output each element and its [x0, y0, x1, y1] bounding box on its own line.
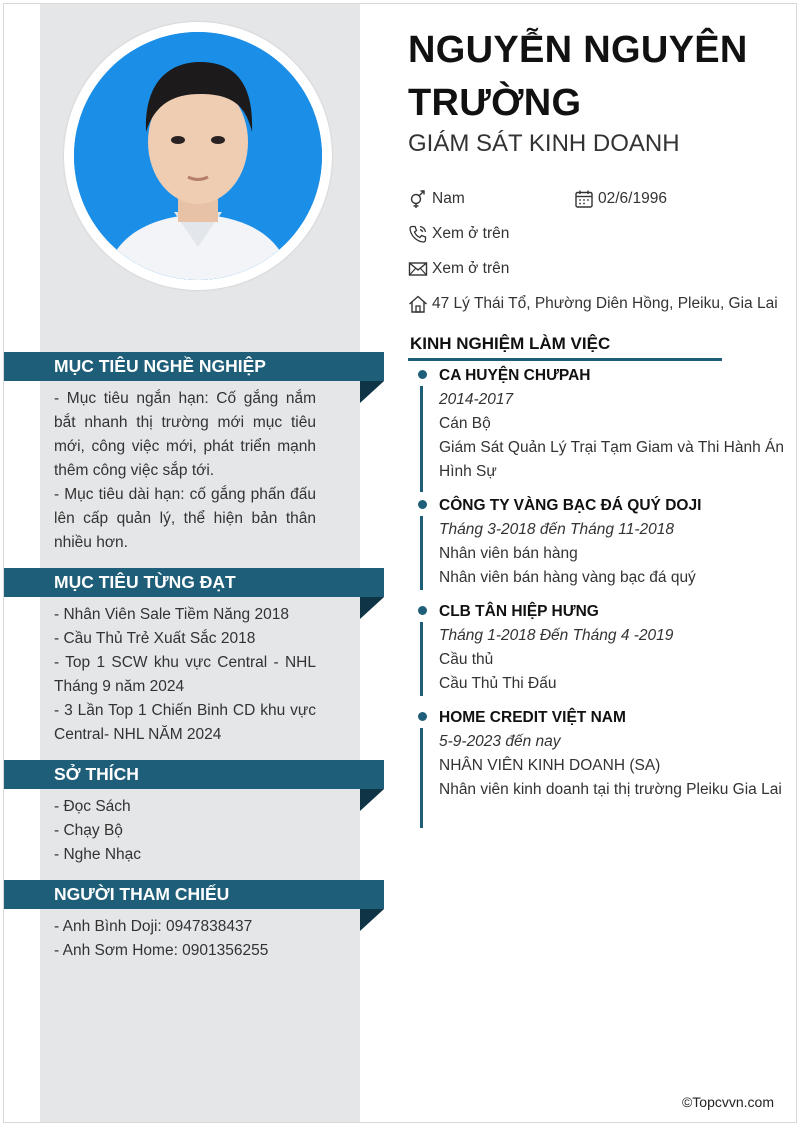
- references-text: [54, 915, 316, 963]
- experience-position: Cán Bộ: [439, 415, 491, 432]
- timeline-bar: [420, 622, 423, 696]
- experience-period: 2014-2017: [439, 391, 514, 408]
- phone-icon: [408, 224, 428, 244]
- ribbon-fold-icon: [360, 909, 384, 931]
- job-title: GIÁM SÁT KINH DOANH: [408, 130, 680, 157]
- candidate-name: NGUYỄN NGUYÊN TRƯỜNG: [408, 29, 748, 124]
- timeline-bar: [420, 386, 423, 492]
- cv-page: [3, 3, 797, 1123]
- copyright-text[interactable]: ©Topcvvn.com: [681, 1094, 774, 1110]
- birthday-info: [574, 189, 667, 209]
- objective-line: - Mục tiêu dài hạn: cố gắng phấn đấu lên cấp quản lý, thể hiện bản thân nhiều hơn.: [54, 486, 316, 551]
- timeline-dot: [418, 606, 427, 615]
- email-info: [408, 259, 509, 279]
- section-references-title: NGƯỜI THAM CHIẾU: [4, 880, 384, 909]
- birthday-value: 02/6/1996: [598, 190, 667, 207]
- address-value: 47 Lý Thái Tổ, Phường Diên Hồng, Pleiku, Gia Lai: [432, 295, 778, 312]
- achievement-line: - Cầu Thủ Trẻ Xuất Sắc 2018: [54, 630, 256, 647]
- experience-position: Nhân viên bán hàng: [439, 545, 578, 562]
- timeline-bar: [420, 728, 423, 828]
- objective-line: - Mục tiêu ngắn hạn: Cố gắng nắm bắt nhanh thị trường mới mục tiêu mới, công việc mới, phát triển mạnh thêm công việc sắp tới.: [54, 390, 316, 479]
- ribbon-fold-icon: [360, 381, 384, 403]
- experience-period: 5-9-2023 đến nay: [439, 733, 561, 750]
- hobby-line: - Chạy Bộ: [54, 822, 123, 839]
- timeline-dot: [418, 370, 427, 379]
- calendar-icon: [574, 189, 594, 209]
- hobby-line: - Nghe Nhạc: [54, 846, 142, 863]
- experience-description: Giám Sát Quản Lý Trại Tạm Giam và Thi Hành Án Hình Sự: [439, 439, 784, 480]
- timeline-bar: [420, 516, 423, 590]
- mail-icon: [408, 259, 428, 279]
- phone-info: [408, 224, 509, 244]
- section-hobbies-title: SỞ THÍCH: [4, 760, 384, 789]
- experience-period: Tháng 3-2018 đến Tháng 11-2018: [439, 521, 674, 538]
- home-icon: [408, 294, 428, 314]
- experience-company: CÔNG TY VÀNG BẠC ĐÁ QUÝ DOJI: [439, 497, 702, 514]
- ribbon-fold-icon: [360, 597, 384, 619]
- gender-value: Nam: [432, 190, 465, 207]
- experience-company: CA HUYỆN CHƯPAH: [439, 367, 591, 384]
- experience-period: Tháng 1-2018 Đến Tháng 4 -2019: [439, 627, 674, 644]
- portrait-photo: [74, 32, 322, 280]
- experience-company: HOME CREDIT VIỆT NAM: [439, 709, 626, 726]
- experience-description: Nhân viên kinh doanh tại thị trường Pleiku Gia Lai: [439, 781, 782, 798]
- experience-description: Nhân viên bán hàng vàng bạc đá quý: [439, 569, 696, 586]
- address-info: [408, 294, 778, 314]
- ribbon-fold-icon: [360, 789, 384, 811]
- hobby-line: - Đọc Sách: [54, 798, 131, 815]
- achievements-text: [54, 603, 316, 747]
- achievement-line: - 3 Lần Top 1 Chiến Binh CD khu vực Central- NHL NĂM 2024: [54, 702, 316, 743]
- hobbies-text: [54, 795, 316, 867]
- experience-description: Cầu Thủ Thi Đấu: [439, 675, 557, 692]
- email-value: Xem ở trên: [432, 260, 510, 277]
- timeline-dot: [418, 712, 427, 721]
- timeline-dot: [418, 500, 427, 509]
- gender-info: [408, 189, 465, 209]
- phone-value: Xem ở trên: [432, 225, 510, 242]
- gender-icon: [408, 189, 428, 209]
- section-achievements-title: MỤC TIÊU TỪNG ĐẠT: [4, 568, 384, 597]
- reference-line: - Anh Sơm Home: 0901356255: [54, 942, 269, 959]
- experience-item: [419, 494, 784, 590]
- experience-position: NHÂN VIÊN KINH DOANH (SA): [439, 757, 661, 774]
- experience-position: Cầu thủ: [439, 651, 494, 668]
- experience-title: KINH NGHIỆM LÀM VIỆC: [410, 334, 611, 353]
- experience-underline: [408, 358, 722, 361]
- experience-item: [419, 364, 784, 484]
- achievement-line: - Top 1 SCW khu vực Central - NHL Tháng 9 năm 2024: [54, 654, 316, 695]
- reference-line: - Anh Bình Doji: 0947838437: [54, 918, 253, 935]
- experience-item: [419, 706, 784, 802]
- avatar-ring: [64, 22, 332, 290]
- achievement-line: - Nhân Viên Sale Tiềm Năng 2018: [54, 606, 289, 623]
- section-objective-title: MỤC TIÊU NGHỀ NGHIỆP: [4, 352, 384, 381]
- avatar: [74, 32, 322, 280]
- objective-text: [54, 387, 316, 555]
- experience-item: [419, 600, 784, 696]
- experience-company: CLB TÂN HIỆP HƯNG: [439, 603, 599, 620]
